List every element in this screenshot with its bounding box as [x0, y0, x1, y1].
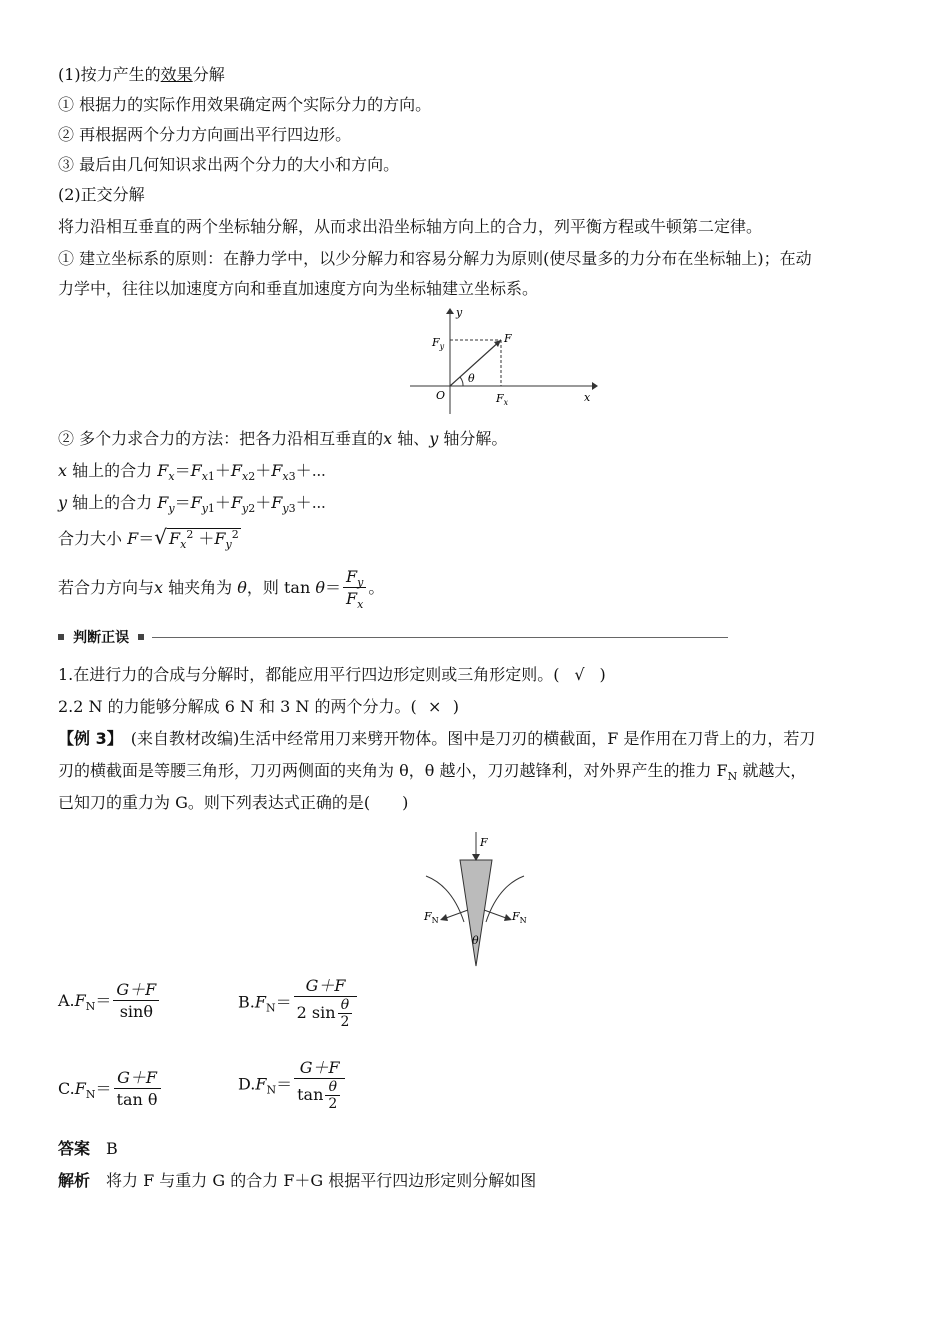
x-axis-label: x: [584, 391, 591, 404]
section1-heading: (1)按力产生的效果分解: [58, 65, 225, 84]
answer-line: [58, 1138, 118, 1160]
judge-section-header: [58, 626, 728, 648]
angle-label: θ: [468, 372, 475, 385]
section1-item-3: ③ 最后由几何知识求出两个分力的大小和方向。: [58, 155, 400, 174]
x-axis-arrow: [592, 382, 598, 390]
example-line-1: 【例 3】 (来自教材改编)生活中经常用刀来劈开物体。图中是刀刃的横截面，F 是作用在刀背上的力，若刀: [58, 729, 816, 748]
force-label: F: [504, 332, 512, 345]
option-c[interactable]: $C.F_N=$ $\frac{G+F}{\text{tan θ}}$: [58, 1068, 163, 1111]
section2-heading: (2)正交分解: [58, 185, 145, 204]
judge-answer-1: √: [574, 665, 585, 684]
angle-arc: [460, 377, 463, 386]
option-d[interactable]: $D.F_N=$ G＋F tan $\frac{\theta}{2}$: [238, 1058, 347, 1112]
multi-force-method: ② 多个力求合力的方法：把各力沿相互垂直的x 轴、y 轴分解。: [58, 429, 508, 448]
origin-label: O: [436, 389, 446, 402]
example-tag: 【例 3】: [58, 729, 123, 748]
analysis-line: [58, 1170, 536, 1192]
bar-dot-right: [138, 634, 144, 640]
judge-answer-2: ×: [428, 697, 442, 716]
applied-force-label: F: [480, 836, 488, 849]
right-normal-force-line: [484, 910, 506, 918]
fx-label: $F_x$: [496, 392, 509, 407]
judge-section-title: 判断正误: [73, 629, 130, 646]
blade-section: [460, 860, 492, 966]
option-b[interactable]: $B.F_N=$ G＋F 2 sin $\frac{\theta}{2}$: [238, 976, 359, 1030]
judge-question-2: 2.2 N 的力能够分解成 6 N 和 3 N 的两个分力。( × ): [58, 697, 459, 716]
left-normal-force-label: $F_N$: [424, 910, 439, 925]
coordinate-rule-line2: 力学中，往往以加速度方向和垂直加速度方向为坐标轴建立坐标系。: [58, 279, 539, 298]
coordinate-decomposition-diagram: [408, 306, 598, 418]
judge-section-rule: [152, 637, 728, 638]
force-vector: [450, 340, 501, 386]
knife-cross-section-diagram: [414, 830, 534, 970]
section1-item-1: ① 根据力的实际作用效果确定两个实际分力的方向。: [58, 95, 432, 114]
coordinate-rule-line1: ① 建立坐标系的原则：在静力学中，以少分解力和容易分解力为原则(使尽量多的力分布在坐标轴上)；在动: [58, 249, 812, 268]
fy-label: $F_y$: [432, 336, 445, 351]
y-axis-label: y: [456, 306, 463, 319]
answer-value: B: [106, 1139, 118, 1158]
option-a[interactable]: $A.F_N=$ $\frac{G+F}{\sin\theta}$: [58, 980, 161, 1023]
right-normal-force-label: $F_N$: [512, 910, 527, 925]
y-axis-arrow: [446, 308, 454, 314]
left-normal-force-line: [446, 910, 468, 918]
section2-intro: 将力沿相互垂直的两个坐标轴分解，从而求出沿坐标轴方向上的合力，列平衡方程或牛顿第二定律。: [58, 217, 763, 236]
judge-question-1: 1.在进行力的合成与分解时，都能应用平行四边形定则或三角形定则。( √ ): [58, 665, 606, 684]
right-normal-force-arrow: [504, 914, 512, 921]
section1-item-2: ② 再根据两个分力方向画出平行四边形。: [58, 125, 352, 144]
analysis-label: 解析: [58, 1171, 91, 1190]
example-line-2: 刃的横截面是等腰三角形，刀刃两侧面的夹角为 θ，θ 越小，刀刃越锋利，对外界产生的推力 $F_N$ 就越大，: [58, 761, 807, 783]
blade-angle-label: θ: [472, 934, 479, 947]
fx-sum-formula: x 轴上的合力 $F_x=F_{x1}+F_{x2}+F_{x3}+\cdots$: [58, 461, 326, 483]
resultant-direction-formula: 若合力方向与x 轴夹角为 θ，则 tan θ＝ $\frac{F_y}{F_x}$ 。: [58, 567, 385, 611]
fy-sum-formula: y 轴上的合力 $F_y=F_{y1}+F_{y2}+F_{y3}+\cdots$: [58, 493, 327, 515]
answer-label: 答案: [58, 1139, 91, 1158]
example-line-3: 已知刀的重力为 G。则下列表达式正确的是( ): [58, 793, 409, 812]
analysis-text: 将力 F 与重力 G 的合力 F＋G 根据平行四边形定则分解如图: [106, 1171, 537, 1190]
left-normal-force-arrow: [440, 914, 448, 921]
resultant-magnitude-formula: 合力大小 F＝√ $F_x^2 +F_y^2$: [58, 525, 239, 551]
bar-dot-left: [58, 634, 64, 640]
